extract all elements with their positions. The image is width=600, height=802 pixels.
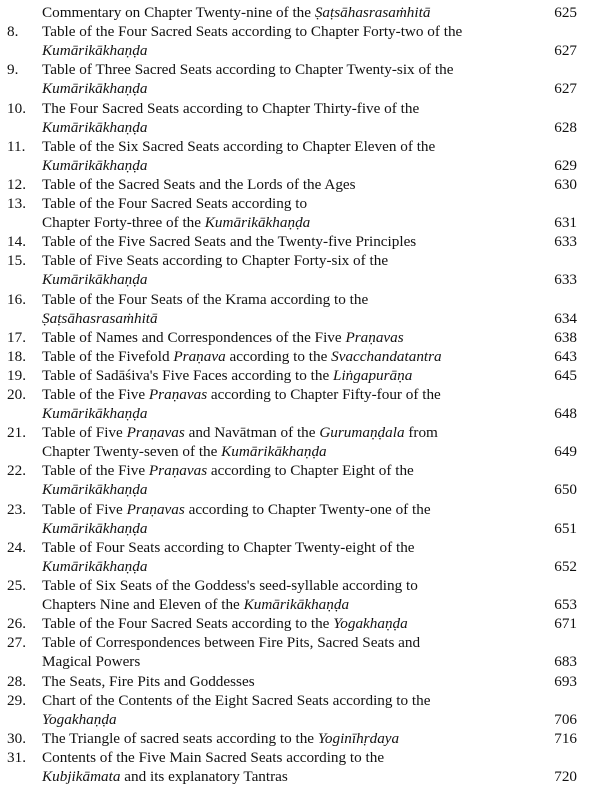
toc-entry (0, 500, 600, 538)
entry-title-line: Table of the Five Praṇavas according to Chapter Eight of the (42, 462, 414, 480)
entry-number: 31. (7, 748, 26, 766)
toc-entry (0, 614, 600, 633)
toc-entry (0, 347, 600, 366)
entry-number: 13. (7, 195, 26, 212)
entry-number: 30. (7, 729, 26, 747)
entry-title-line: Contents of the Five Main Sacred Seats according to the (42, 748, 385, 766)
page-number: 627 (554, 80, 577, 98)
entry-title-line: Chapter Twenty-seven of the Kumārikākhaṇḍa (42, 443, 327, 461)
page-number: 653 (554, 596, 577, 614)
entry-number: 25. (7, 577, 26, 594)
page-number: 631 (554, 214, 577, 232)
entry-title-line: Magical Powers (42, 653, 141, 671)
toc-entry (0, 232, 600, 251)
toc-entry (0, 22, 600, 60)
entry-title-line: Table of Six Seats of the Goddess's seed-syllable according to (42, 577, 418, 594)
page-number: 638 (554, 328, 577, 346)
toc-entry (0, 290, 600, 328)
page-number: 630 (554, 175, 577, 193)
entry-title-line: The Seats, Fire Pits and Goddesses (42, 672, 255, 690)
page-number: 625 (554, 4, 577, 21)
entry-title-line: Table of the Four Sacred Seats according to the Yogakhaṇḍa (42, 615, 408, 633)
toc-entry (0, 60, 600, 98)
page-number: 650 (554, 481, 577, 499)
toc-entry (0, 461, 600, 499)
entry-title-line: Table of Names and Correspondences of the Five Praṇavas (42, 328, 404, 346)
toc-entry (0, 251, 600, 289)
entry-number: 24. (7, 538, 26, 556)
toc-entry (0, 672, 600, 691)
toc-entry (0, 99, 600, 137)
toc-entry (0, 385, 600, 423)
page-number: 645 (554, 366, 577, 384)
entry-title-line: Kubjikāmata and its explanatory Tantras (42, 767, 288, 785)
page-number: 671 (554, 615, 577, 633)
entry-title-line: Chapter Forty-three of the Kumārikākhaṇḍa (42, 214, 311, 232)
page-number: 651 (554, 519, 577, 537)
entry-title-line: Table of the Sacred Seats and the Lords of the Ages (42, 175, 356, 193)
entry-title-line: Table of Sadāśiva's Five Faces according to the Liṅgapurāṇa (42, 366, 413, 384)
entry-number: 22. (7, 462, 26, 480)
entry-title-line: Kumārikākhaṇḍa (42, 118, 148, 136)
entry-number: 17. (7, 328, 26, 346)
entry-title-line: Table of the Four Seats of the Krama according to the (42, 290, 369, 308)
entry-title-line: Table of Five Seats according to Chapter Forty-six of the (42, 252, 389, 270)
toc-entry (0, 729, 600, 748)
entry-title-line: Kumārikākhaṇḍa (42, 405, 148, 423)
entry-title-line: Table of Four Seats according to Chapter Twenty-eight of the (42, 538, 415, 556)
entry-title-line: Table of the Fivefold Praṇava according to the Svacchandatantra (42, 347, 442, 365)
entry-title-line: Kumārikākhaṇḍa (42, 271, 148, 289)
entry-title-line: Table of the Four Sacred Seats according to (42, 195, 308, 212)
toc-entry (0, 423, 600, 461)
page-number: 706 (554, 710, 577, 728)
toc-entry (0, 691, 600, 729)
entry-title-line: The Triangle of sacred seats according to the Yoginīhṛdaya (42, 729, 400, 747)
entry-number: 9. (7, 61, 19, 79)
entry-title-line: Table of the Five Praṇavas according to Chapter Fifty-four of the (42, 386, 441, 403)
entry-number: 28. (7, 672, 26, 690)
entry-number: 18. (7, 347, 26, 365)
page-number: 693 (554, 672, 577, 690)
entry-title-line: Table of Three Sacred Seats according to Chapter Twenty-six of the (42, 61, 454, 79)
toc-entry (0, 194, 600, 232)
page-number: 720 (554, 767, 577, 785)
page-number: 633 (554, 271, 577, 289)
entry-title-line: Table of Five Praṇavas according to Chapter Twenty-one of the (42, 500, 431, 518)
entry-number: 20. (7, 386, 26, 403)
entry-number: 29. (7, 691, 26, 709)
entry-title-line: Commentary on Chapter Twenty-nine of the Ṣaṭsāhasrasaṁhitā (42, 4, 431, 21)
entry-title-line: Kumārikākhaṇḍa (42, 557, 148, 575)
toc-entry (0, 175, 600, 194)
entry-title-line: The Four Sacred Seats according to Chapter Thirty-five of the (42, 99, 420, 117)
entry-number: 15. (7, 252, 26, 270)
toc-entry (0, 366, 600, 385)
page-number: 627 (554, 42, 577, 60)
entry-number: 19. (7, 366, 26, 384)
page-number: 652 (554, 557, 577, 575)
entry-number: 16. (7, 290, 26, 308)
entry-number: 8. (7, 23, 19, 41)
entry-title-line: Chart of the Contents of the Eight Sacred Seats according to the (42, 691, 431, 709)
entry-title-line: Yogakhaṇḍa (42, 710, 117, 728)
entry-number: 26. (7, 615, 26, 633)
page-number: 628 (554, 118, 577, 136)
entry-title-line: Table of the Six Sacred Seats according to Chapter Eleven of the (42, 137, 436, 155)
entry-number: 12. (7, 175, 26, 193)
entry-title-line: Table of Correspondences between Fire Pits, Sacred Seats and (42, 634, 421, 652)
entry-title-line: Chapters Nine and Eleven of the Kumārikākhaṇḍa (42, 596, 350, 614)
page-number: 649 (554, 443, 577, 461)
entry-title-line: Table of the Five Sacred Seats and the Twenty-five Principles (42, 233, 417, 251)
page-number: 633 (554, 233, 577, 251)
entry-number: 14. (7, 233, 26, 251)
toc-entry (0, 3, 600, 22)
entry-title-line: Kumārikākhaṇḍa (42, 481, 148, 499)
page-number: 643 (554, 347, 577, 365)
entry-number: 23. (7, 500, 26, 518)
page-number: 648 (554, 405, 577, 423)
entry-title-line: Kumārikākhaṇḍa (42, 42, 148, 60)
toc-entry (0, 748, 600, 786)
entry-number: 11. (7, 137, 26, 155)
page-number: 683 (554, 653, 577, 671)
toc-entry (0, 328, 600, 347)
page-number: 716 (554, 729, 577, 747)
page-number: 629 (554, 156, 577, 174)
toc-entry (0, 538, 600, 576)
entry-number: 27. (7, 634, 26, 652)
entry-title-line: Table of the Four Sacred Seats according to Chapter Forty-two of the (42, 23, 463, 41)
toc-entry (0, 633, 600, 671)
page-number: 634 (554, 309, 577, 327)
toc-entry (0, 137, 600, 175)
toc-entry (0, 576, 600, 614)
entry-number: 10. (7, 99, 26, 117)
entry-title-line: Kumārikākhaṇḍa (42, 80, 148, 98)
entry-number: 21. (7, 424, 26, 442)
entry-title-line: Ṣaṭsāhasrasaṁhitā (42, 309, 158, 327)
entry-title-line: Kumārikākhaṇḍa (42, 519, 148, 537)
entry-title-line: Table of Five Praṇavas and Navātman of the Gurumaṇḍala from (42, 424, 438, 442)
entry-title-line: Kumārikākhaṇḍa (42, 156, 148, 174)
